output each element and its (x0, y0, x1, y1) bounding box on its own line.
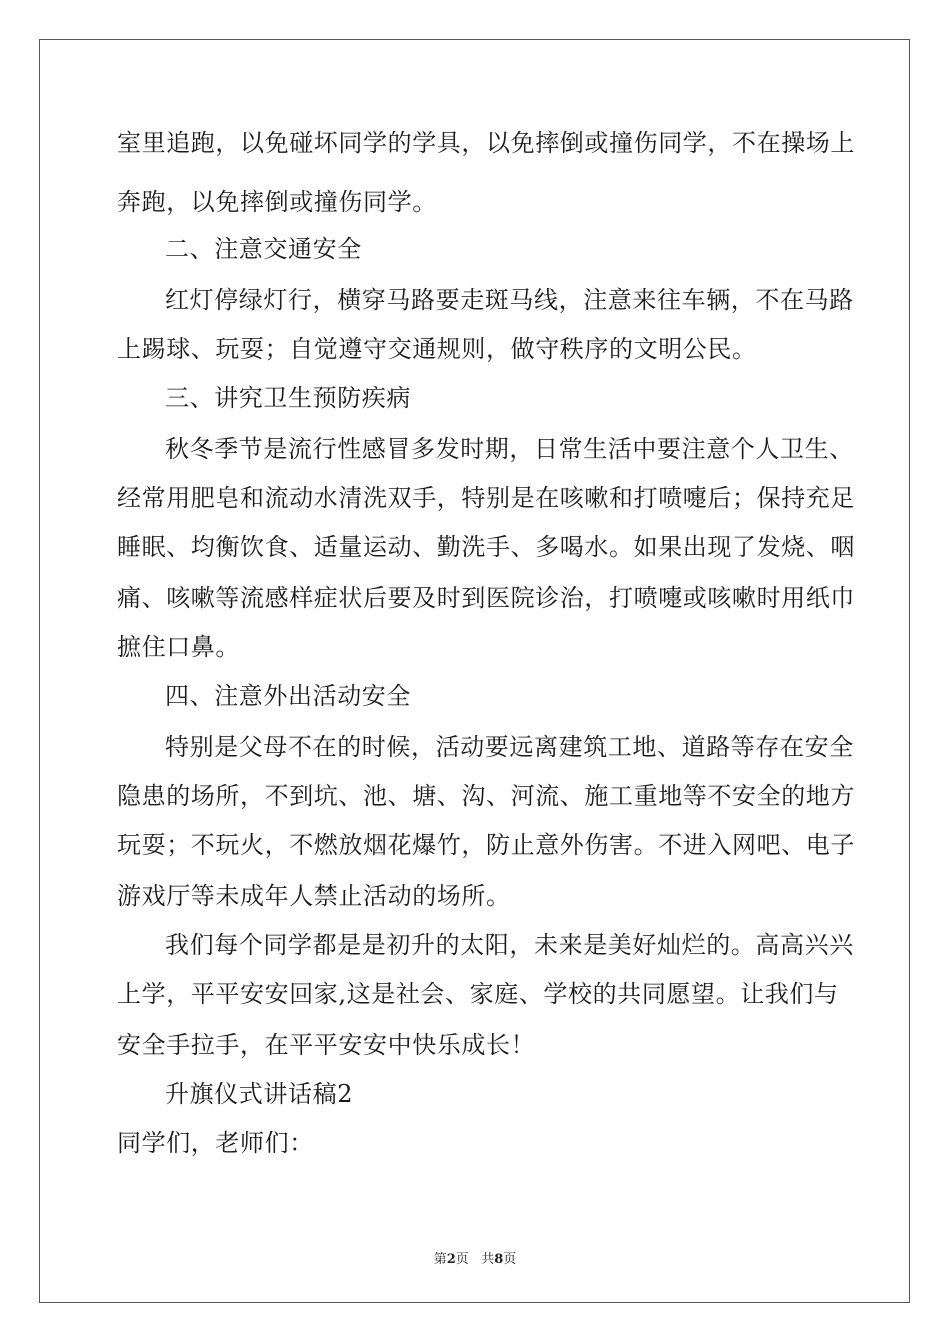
paragraph-line: 睡眠、均衡饮食、适量运动、勤洗手、多喝水。如果出现了发烧、咽 (117, 533, 855, 561)
speech-title: 升旗仪式讲话稿2 (165, 1080, 354, 1108)
page-footer (0, 1248, 950, 1267)
paragraph-line: 我们每个同学都是是初升的太阳，未来是美好灿烂的。高高兴兴 (165, 931, 854, 959)
total-pages: 8 (494, 1252, 504, 1267)
salutation: 同学们，老师们： (117, 1129, 314, 1157)
paragraph-line: 奔跑，以免摔倒或撞伤同学。 (117, 188, 437, 216)
paragraph-line: 痛、咳嗽等流感样症状后要及时到医院诊治，打喷嚏或咳嗽时用纸巾 (117, 584, 855, 612)
total-suffix: 页 (503, 1252, 517, 1267)
paragraph-line: 玩耍；不玩火，不燃放烟花爆竹，防止意外伤害。不进入网吧、电子 (117, 831, 855, 859)
page-border (39, 39, 910, 1303)
page-number: 2 (446, 1252, 456, 1267)
paragraph-line: 红灯停绿灯行，横穿马路要走斑马线，注意来往车辆，不在马路 (165, 286, 854, 314)
paragraph-line: 上学，平平安安回家,这是社会、家庭、学校的共同愿望。让我们与 (117, 980, 839, 1008)
total-prefix: 共 (481, 1252, 495, 1267)
page-prefix: 第 (433, 1252, 447, 1267)
section-heading-hygiene: 三、讲究卫生预防疾病 (165, 384, 411, 412)
paragraph-line: 上踢球、玩耍；自觉遵守交通规则，做守秩序的文明公民。 (117, 335, 757, 363)
section-heading-traffic: 二、注意交通安全 (165, 235, 362, 263)
paragraph-line: 特别是父母不在的时候，活动要远离建筑工地、道路等存在安全 (165, 733, 854, 761)
paragraph-line: 室里追跑，以免碰坏同学的学具，以免摔倒或撞伤同学，不在操场上 (117, 129, 855, 157)
page-suffix: 页 (455, 1252, 469, 1267)
section-heading-outdoor: 四、注意外出活动安全 (165, 682, 411, 710)
paragraph-line: 秋冬季节是流行性感冒多发时期，日常生活中要注意个人卫生、 (165, 435, 854, 463)
paragraph-line: 隐患的场所，不到坑、池、塘、沟、河流、施工重地等不安全的地方 (117, 782, 855, 810)
paragraph-line: 经常用肥皂和流动水清洗双手，特别是在咳嗽和打喷嚏后；保持充足 (117, 484, 855, 512)
paragraph-line: 摭住口鼻。 (117, 633, 240, 661)
paragraph-line: 安全手拉手，在平平安安中快乐成长！ (117, 1031, 536, 1059)
paragraph-line: 游戏厅等未成年人禁止活动的场所。 (117, 882, 511, 910)
